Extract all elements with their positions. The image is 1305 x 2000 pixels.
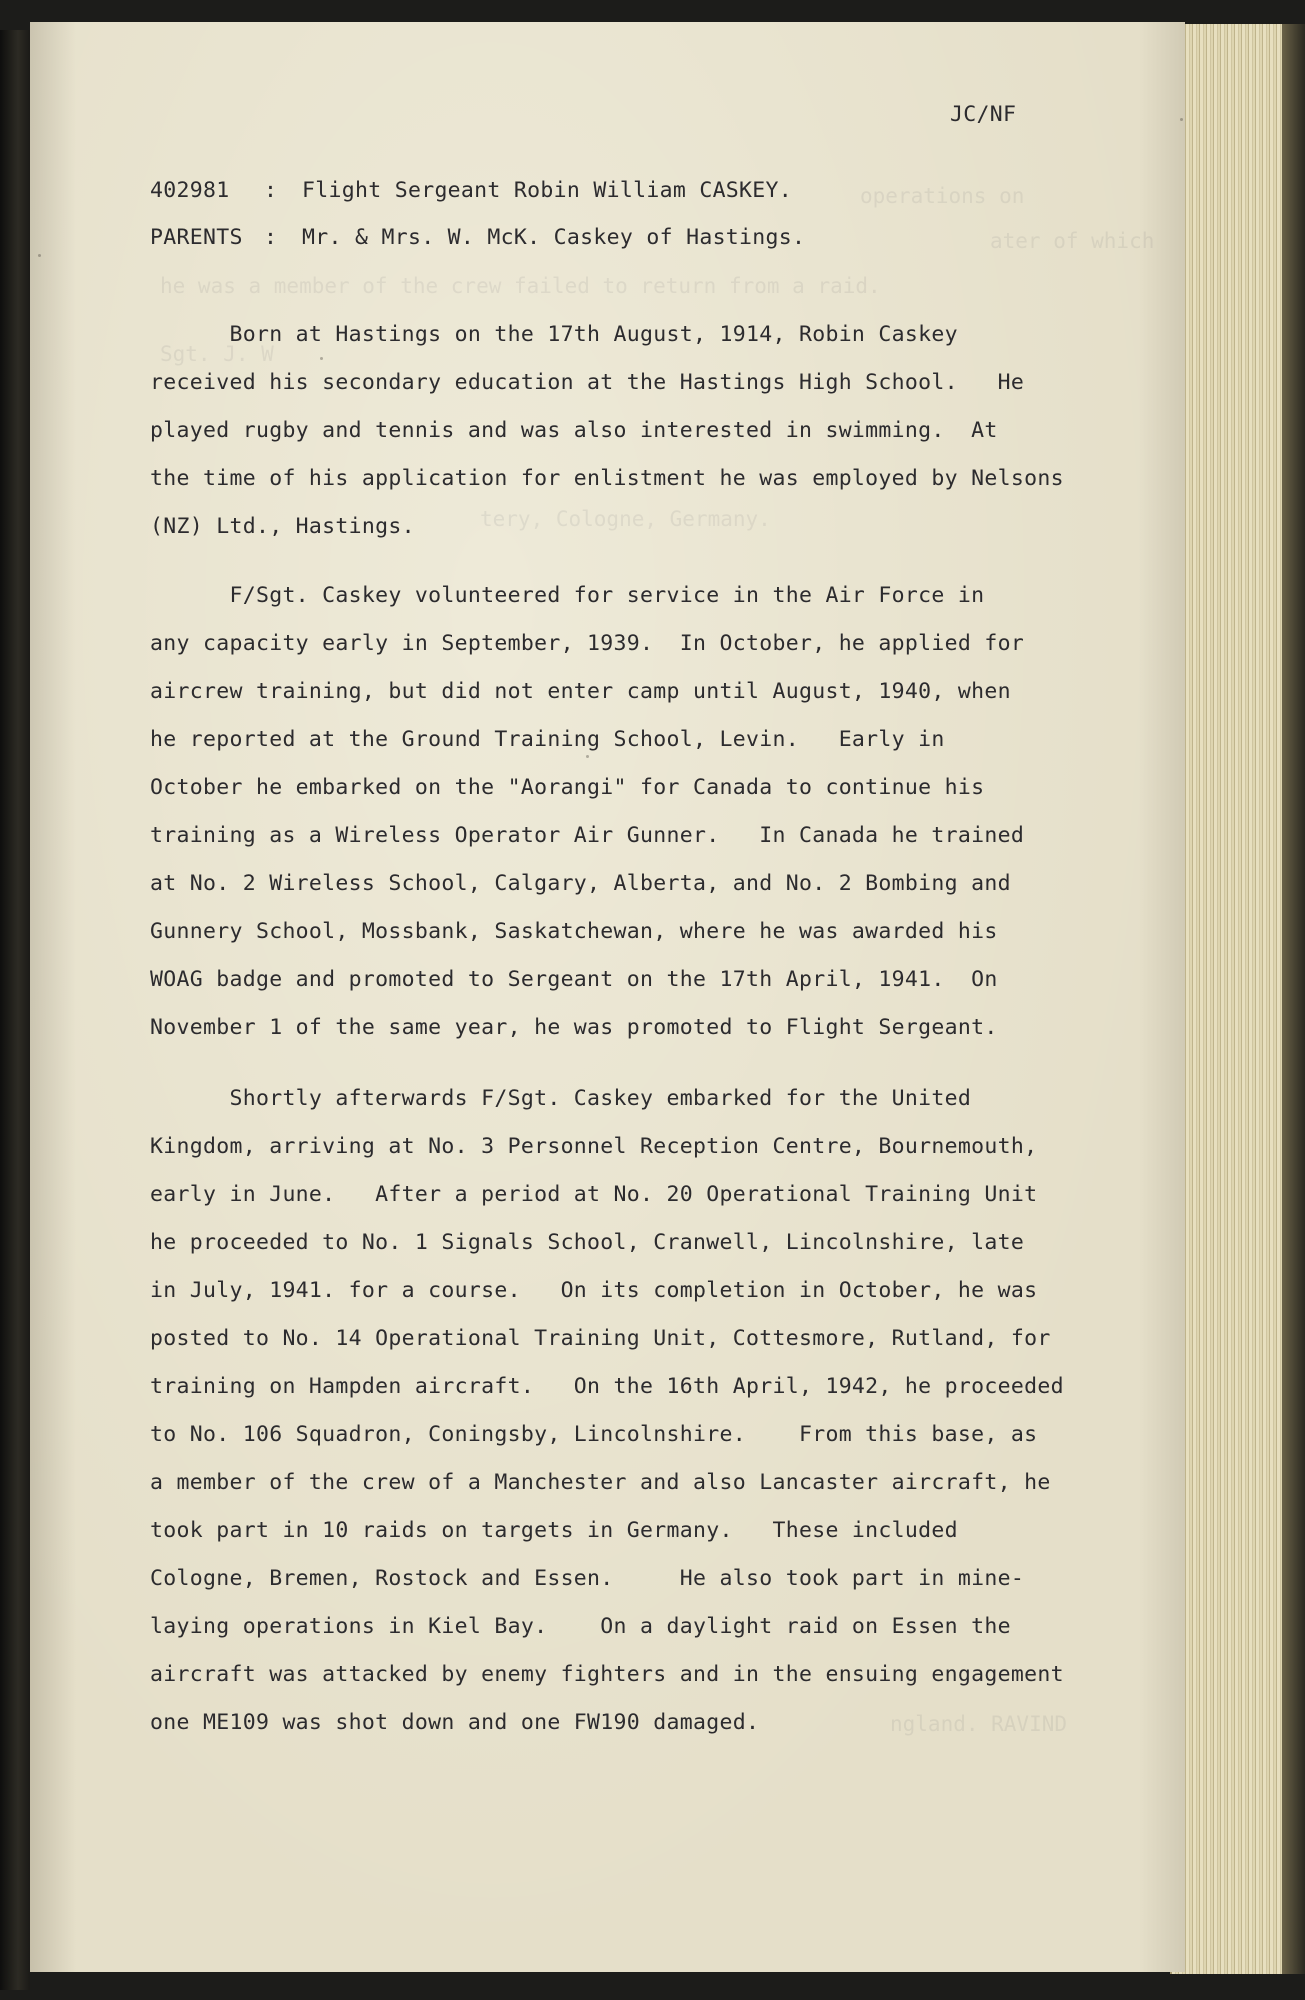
- paragraph-3-line: Shortly afterwards F/Sgt. Caskey embarked for the United: [150, 1086, 972, 1111]
- paragraph-1-line: received his secondary education at the Hastings High School. He: [150, 370, 1025, 395]
- reference-initials: JC/NF: [950, 102, 1017, 127]
- paper-speck: [38, 254, 41, 257]
- paragraph-3-line: training on Hampden aircraft. On the 16th April, 1942, he proceeded: [150, 1374, 1064, 1399]
- page-edge-shadow: [1282, 24, 1305, 1974]
- parents-value: Mr. & Mrs. W. McK. Caskey of Hastings.: [302, 225, 806, 250]
- paragraph-3-line: posted to No. 14 Operational Training Unit, Cottesmore, Rutland, for: [150, 1326, 1051, 1351]
- paragraph-2-line: November 1 of the same year, he was promoted to Flight Sergeant.: [150, 1015, 998, 1040]
- paper-speck: [320, 357, 323, 360]
- paragraph-2-line: any capacity early in September, 1939. In October, he applied for: [150, 631, 1025, 656]
- paragraph-3-line: a member of the crew of a Manchester and also Lancaster aircraft, he: [150, 1470, 1051, 1495]
- bleed-through-text: he was a member of the crew failed to return from a raid.: [160, 274, 881, 298]
- service-number: 402981: [150, 178, 230, 203]
- paragraph-3-line: to No. 106 Squadron, Coningsby, Lincolnshire. From this base, as: [150, 1422, 1038, 1447]
- parents-label: PARENTS: [150, 225, 243, 250]
- paragraph-1-line: (NZ) Ltd., Hastings.: [150, 514, 415, 539]
- paragraph-2-line: October he embarked on the "Aorangi" for Canada to continue his: [150, 775, 985, 800]
- paragraph-3-line: he proceeded to No. 1 Signals School, Cranwell, Lincolnshire, late: [150, 1230, 1025, 1255]
- paragraph-1-line: Born at Hastings on the 17th August, 1914, Robin Caskey: [150, 322, 958, 347]
- header-colon: :: [264, 225, 278, 250]
- paragraph-1-line: played rugby and tennis and was also interested in swimming. At: [150, 418, 998, 443]
- book-binding: [0, 30, 30, 1990]
- paragraph-3-line: Kingdom, arriving at No. 3 Personnel Reception Centre, Bournemouth,: [150, 1134, 1038, 1159]
- paragraph-3-line: took part in 10 raids on targets in Germany. These included: [150, 1518, 958, 1543]
- bleed-through-text: ngland. RAVIND: [890, 1712, 1068, 1736]
- bleed-through-text: ater of which: [990, 229, 1155, 253]
- paragraph-2-line: F/Sgt. Caskey volunteered for service in the Air Force in: [150, 583, 985, 608]
- rank-and-name: Flight Sergeant Robin William CASKEY.: [302, 178, 793, 203]
- paragraph-2-line: aircrew training, but did not enter camp until August, 1940, when: [150, 679, 1011, 704]
- paragraph-3-line: early in June. After a period at No. 20 Operational Training Unit: [150, 1182, 1038, 1207]
- bleed-through-text: tery, Cologne, Germany.: [480, 507, 771, 531]
- paragraph-2-line: training as a Wireless Operator Air Gunner. In Canada he trained: [150, 823, 1025, 848]
- page-edges: [1170, 24, 1292, 1974]
- bleed-through-text: operations on: [860, 184, 1025, 208]
- paragraph-2-line: he reported at the Ground Training School, Levin. Early in: [150, 727, 945, 752]
- paragraph-2-line: Gunnery School, Mossbank, Saskatchewan, where he was awarded his: [150, 919, 998, 944]
- bleed-through-text: Sgt. J. W: [160, 342, 274, 366]
- paragraph-3-line: one ME109 was shot down and one FW190 damaged.: [150, 1710, 760, 1735]
- paragraph-3-line: Cologne, Bremen, Rostock and Essen. He also took part in mine-: [150, 1566, 1025, 1591]
- paragraph-1-line: the time of his application for enlistment he was employed by Nelsons: [150, 466, 1064, 491]
- paper-speck: [1180, 118, 1183, 121]
- paragraph-2-line: WOAG badge and promoted to Sergeant on the 17th April, 1941. On: [150, 967, 998, 992]
- paragraph-2-line: at No. 2 Wireless School, Calgary, Alberta, and No. 2 Bombing and: [150, 871, 1011, 896]
- header-colon: :: [264, 178, 278, 203]
- paragraph-3-line: in July, 1941. for a course. On its completion in October, he was: [150, 1278, 1038, 1303]
- paper-speck: [586, 755, 589, 758]
- paragraph-3-line: aircraft was attacked by enemy fighters and in the ensuing engagement: [150, 1662, 1064, 1687]
- paragraph-3-line: laying operations in Kiel Bay. On a daylight raid on Essen the: [150, 1614, 1011, 1639]
